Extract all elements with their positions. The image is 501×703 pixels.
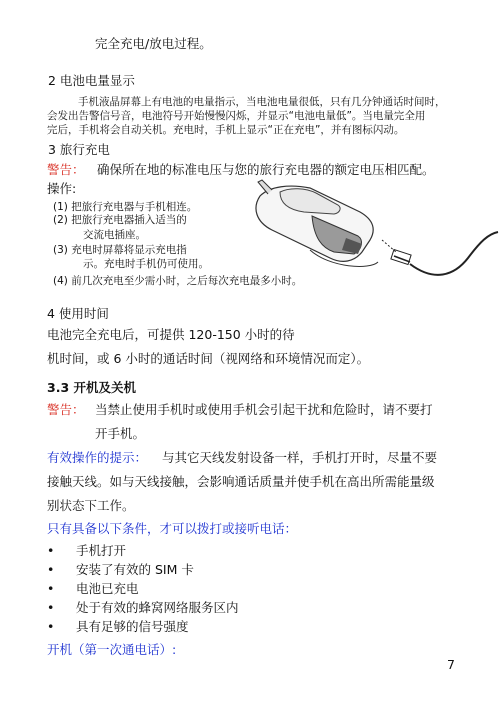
ops-step: 示。充电时手机仍可使用。 <box>83 258 209 270</box>
warning-text: 确保所在地的标准电压与您的旅行充电器的额定电压相匹配。 <box>97 162 435 177</box>
tip-text: 与其它天线发射设备一样，手机打开时，尽量不要 <box>162 450 438 465</box>
poweron-title: 开机（第一次通电话）: <box>47 642 177 657</box>
warning-text: 当禁止使用手机时或使用手机会引起干扰和危险时，请不要打 <box>95 402 433 417</box>
bullet-icon: • <box>47 619 55 634</box>
paragraph-line: 手机液晶屏幕上有电池的电量指示，当电池电量很低，只有几分钟通话时间时， <box>78 96 446 108</box>
tip-text: 接触天线。如与天线接触，会影响通话质量并使手机在高出所需能量级 <box>47 474 435 489</box>
ops-step: (3) 充电时屏幕将显示充电指 <box>53 244 187 256</box>
warning-label: 警告： <box>47 162 85 177</box>
page-number: 7 <box>447 657 455 672</box>
list-item: 处于有效的蜂窝网络服务区内 <box>76 600 239 615</box>
list-item: 手机打开 <box>76 543 127 558</box>
phone-charging-illustration <box>250 178 500 290</box>
conditions-title: 只有具备以下条件，才可以拨打或接听电话： <box>47 521 298 536</box>
paragraph-line: 机时间，或 6 小时的通话时间（视网络和环境情况而定）。 <box>47 351 370 366</box>
bullet-icon: • <box>47 543 55 558</box>
section-title: 4 使用时间 <box>47 306 109 321</box>
list-item: 具有足够的信号强度 <box>76 619 189 634</box>
paragraph-line: 会发出告警信号音，电池符号开始慢慢闪烁，并显示“电池电量低”。当电量完全用 <box>47 110 426 122</box>
ops-step: 交流电插座。 <box>83 229 146 241</box>
warning-text: 开手机。 <box>95 426 146 441</box>
bullet-icon: • <box>47 581 55 596</box>
ops-step: (1) 把旅行充电器与手机相连。 <box>53 201 198 213</box>
warning-label: 警告： <box>47 402 85 417</box>
list-item: 电池已充电 <box>76 581 139 596</box>
ops-label: 操作: <box>47 181 77 196</box>
paragraph-line: 完后，手机将会自动关机。充电时，手机上显示“正在充电”，并有图标闪动。 <box>47 124 405 136</box>
section-title: 2 电池电量显示 <box>48 73 135 88</box>
text-line: 完全充电/放电过程。 <box>95 36 212 51</box>
list-item: 安装了有效的 SIM 卡 <box>76 562 194 577</box>
section-title: 3.3 开机及关机 <box>47 380 136 395</box>
bullet-icon: • <box>47 562 55 577</box>
ops-step: (4) 前几次充电至少需小时，之后每次充电最多小时。 <box>53 275 303 287</box>
ops-step: (2) 把旅行充电器插入适当的 <box>53 214 187 226</box>
bullet-icon: • <box>47 600 55 615</box>
section-title: 3 旅行充电 <box>48 142 110 157</box>
tip-text: 别状态下工作。 <box>47 498 135 513</box>
tip-label: 有效操作的提示： <box>47 450 148 465</box>
paragraph-line: 电池完全充电后，可提供 120-150 小时的待 <box>47 327 295 342</box>
